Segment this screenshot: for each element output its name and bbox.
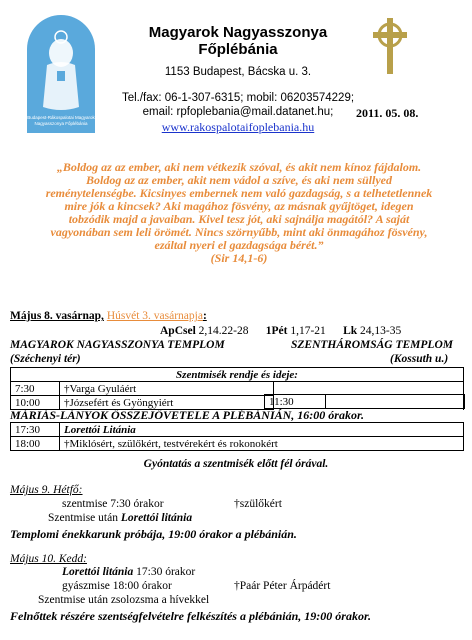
monday-note: Templomi énekkarunk próbája, 19:00 órakor a plébánián. (10, 527, 297, 541)
parish-website-link[interactable]: www.rakospalotaifoplebania.hu (161, 120, 315, 134)
tuesday-mass: gyászmise 18:00 órakor (62, 580, 172, 592)
sunday-subtitle: Húsvét 3. vasárnapja (106, 310, 203, 322)
sunday-title: Május 8. vasárnap, (10, 310, 104, 322)
confession-note: Gyóntatás a szentmisék előtt fél órával. (143, 458, 329, 470)
quote-reference: (Sir 14,1-6) (210, 251, 268, 265)
sunday-heading: Május 8. vasárnap, Húsvét 3. vasárnapja: (10, 310, 207, 322)
parish-phone: Tel./fax: 06-1-307-6315; mobil: 06203574229; (121, 92, 355, 104)
table-row: 7:30 †Varga Gyuláért (11, 382, 464, 396)
logo-caption: Budapest-Rákospalotai Magyarok Nagyasszonya Főplébánia (27, 115, 95, 126)
cross-icon (370, 18, 410, 79)
scripture-quote (44, 161, 434, 265)
table-row: 17:30 Lorettói Litánia (11, 423, 464, 437)
bulletin-date: 2011. 05. 08. (356, 106, 419, 120)
readings: ApCsel 2,14.22-28 1Pét 1,17-21 Lk 24,13-35 (160, 325, 402, 337)
tuesday-after-mass: Szentmise után zsolozsma a hívekkel (38, 594, 210, 606)
monday-title: Május 9. Hétfő: (10, 484, 83, 496)
parish-email: email: rpfoplebania@mail.datanet.hu; (142, 106, 334, 118)
tuesday-title: Május 10. Kedd: (10, 553, 87, 565)
right-time-box: 11:30 (264, 394, 465, 409)
tuesday-note: Felnőttek részére szentségfelvételre felkészítés a plébánián, 19:00 órakor. (10, 609, 371, 623)
evening-schedule-table (10, 422, 464, 451)
church-left-location: (Széchenyi tér) (10, 353, 81, 365)
tuesday-mass-intention: †Paár Péter Árpádért (234, 580, 331, 592)
monday-mass-intention: †szülőkért (234, 498, 282, 510)
tuesday-litany: Lorettói litánia 17:30 órakor (62, 566, 196, 578)
schedule-heading: Szentmisék rendje és ideje: (11, 368, 464, 382)
parish-logo (27, 15, 95, 133)
monday-mass: szentmise 7:30 órakor (62, 498, 164, 510)
church-left: MAGYAROK NAGYASSZONYA TEMPLOM (10, 339, 225, 351)
church-right-location: (Kossuth u.) (390, 353, 449, 365)
maria-girls-announcement: MÁRIÁS-LÁNYOK ÖSSZEJÖVETELE A PLÉBÁNIÁN, 16:00 órakor. (10, 408, 364, 422)
monday-after-mass: Szentmise után Lorettói litánia (48, 512, 193, 524)
church-right: SZENTHÁROMSÁG TEMPLOM (291, 339, 453, 351)
table-row: 10:00 †Józsefért és Gyöngyiért (11, 396, 464, 410)
parish-title: Magyarok Nagyasszonya Főplébánia (148, 24, 328, 58)
quote-text: „Boldog az az ember, aki nem vétkezik szóval, és akit nem kínoz fájdalom. Boldog az az ember, akit nem vádol a szíve, és aki nem süllyed reménytelenségbe. Kicsinyes embernek nem való gazdagság, s a telhetetlennek mire jók a kincsek? Aki magához fösvény, az másnak gyűjtöget, idegen tobzódik majd a javaiban. Kivel tesz jót, aki sajnálja magától? A saját vagyonában sem leli örömét. Nincs szörnyűbb, mint aki önmagához fösvény, ezáltal nyeri el gazdagsága bérét.” (45, 160, 433, 252)
parish-address: 1153 Budapest, Bácska u. 3. (164, 66, 312, 78)
table-row: 18:00 †Miklósért, szülőkért, testvérekért és rokonokért (11, 437, 464, 451)
